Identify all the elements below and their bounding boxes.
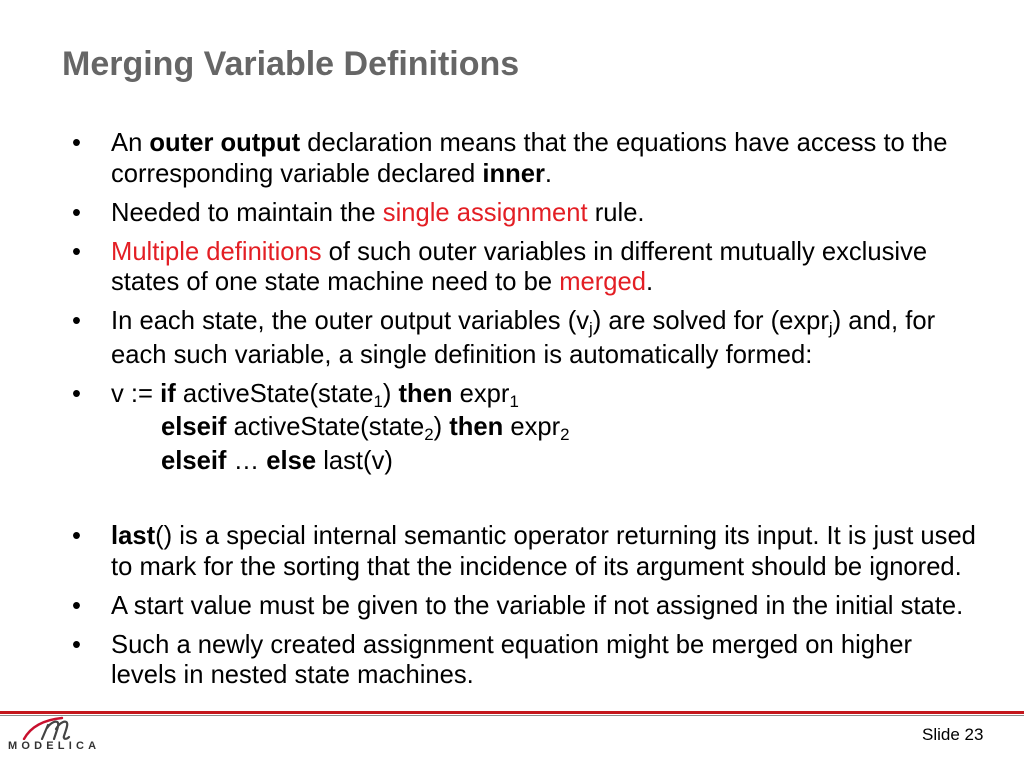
bullet-marker: •: [72, 198, 81, 227]
keyword-elseif: elseif: [161, 446, 227, 475]
text-run: expr: [452, 379, 510, 408]
bullet-item: [0, 237, 1024, 298]
keyword-if: if: [160, 379, 176, 408]
bullet-line: [111, 237, 1024, 268]
keyword-elseif: elseif: [161, 413, 227, 441]
footer-rule: [0, 711, 1024, 714]
bullet-line: [111, 340, 1024, 371]
bullet-item: [0, 630, 1024, 691]
bullet-marker: •: [72, 522, 81, 550]
bullet-list: [0, 128, 1024, 691]
keyword-then: then: [449, 413, 504, 441]
bullet-line: [111, 306, 1024, 340]
subscript-index: 2: [424, 425, 434, 445]
text-run: An: [111, 129, 150, 157]
text-run: .: [645, 268, 654, 296]
bullet-item: [0, 521, 1024, 582]
highlighted-term: single assignment: [382, 198, 588, 227]
bullet-line: [111, 591, 1024, 622]
highlighted-term: merged: [559, 268, 646, 296]
footer-rule-shadow: [0, 715, 1024, 716]
expression-line: [111, 379, 1024, 413]
bullet-item: [0, 198, 1024, 229]
bold-term: last: [111, 522, 156, 550]
bullet-line: [111, 128, 1024, 159]
text-run: states of one state machine need to be: [111, 268, 560, 296]
text-run: ) and, for: [832, 307, 936, 335]
text-run: levels in nested state machines.: [111, 661, 474, 689]
slide-title: Merging Variable Definitions: [62, 45, 520, 83]
text-run: v :=: [111, 379, 161, 408]
bold-term: inner: [482, 159, 545, 188]
expression-line: [111, 446, 1024, 477]
text-run: ): [433, 413, 450, 441]
bullet-marker: •: [72, 129, 81, 157]
bullet-line: [111, 552, 1024, 583]
text-run: ) are solved for (expr: [592, 307, 829, 335]
bullet-line: [111, 521, 1024, 552]
modelica-logo: [6, 716, 101, 762]
bold-term: outer output: [149, 129, 301, 157]
text-run: () is a special internal semantic operator returning its input. It is just used: [155, 522, 976, 550]
logo-wordmark: MODELICA: [8, 740, 101, 752]
slide-number-label: Slide 23: [922, 725, 984, 744]
text-run: ): [382, 379, 399, 408]
bullet-marker: •: [72, 307, 81, 335]
bullet-line: [111, 159, 1024, 190]
subscript-index: j: [828, 319, 833, 339]
text-run: In each state, the outer output variables (v: [111, 307, 590, 335]
text-run: .: [544, 159, 553, 188]
bullet-marker: •: [72, 237, 81, 266]
subscript-index: j: [589, 319, 593, 339]
keyword-else: else: [266, 446, 317, 475]
text-run: activeState(state: [226, 413, 425, 441]
bullet-marker: •: [72, 591, 81, 620]
text-run: to mark for the sorting that the incidence of its argument should be ignored.: [111, 552, 962, 581]
text-run: rule.: [587, 198, 645, 227]
text-run: activeState(state: [175, 379, 374, 408]
bullet-item: [0, 591, 1024, 622]
logo-graphic: [6, 716, 98, 740]
subscript-index: 1: [373, 391, 383, 411]
bullet-line: [111, 660, 1024, 691]
highlighted-term: Multiple definitions: [111, 237, 322, 266]
text-run: Needed to maintain the: [111, 198, 383, 227]
logo-m-glyph: [42, 722, 69, 739]
text-run: corresponding variable declared: [111, 159, 483, 188]
text-run: last(v): [316, 446, 393, 475]
bullet-item: [0, 128, 1024, 189]
subscript-index: 1: [509, 391, 519, 411]
bullet-item: [0, 306, 1024, 370]
bullet-marker: •: [72, 379, 81, 408]
expression-line: [111, 412, 1024, 446]
text-run: declaration means that the equations have access to the: [300, 129, 948, 157]
text-run: expr: [503, 413, 561, 441]
text-run: A start value must be given to the variable if not assigned in the initial state.: [111, 591, 964, 620]
text-run: Such a newly created assignment equation might be merged on higher: [111, 630, 913, 659]
bullet-item: [0, 379, 1024, 477]
subscript-index: 2: [560, 425, 570, 445]
bullet-marker: •: [72, 630, 81, 659]
text-run: …: [226, 446, 267, 475]
keyword-then: then: [398, 379, 453, 408]
bullet-line: [111, 267, 1024, 298]
bullet-line: [111, 198, 1024, 229]
text-run: each such variable, a single definition is automatically formed:: [111, 340, 813, 369]
bullet-line: [111, 630, 1024, 661]
text-run: of such outer variables in different mutually exclusive: [321, 237, 928, 266]
